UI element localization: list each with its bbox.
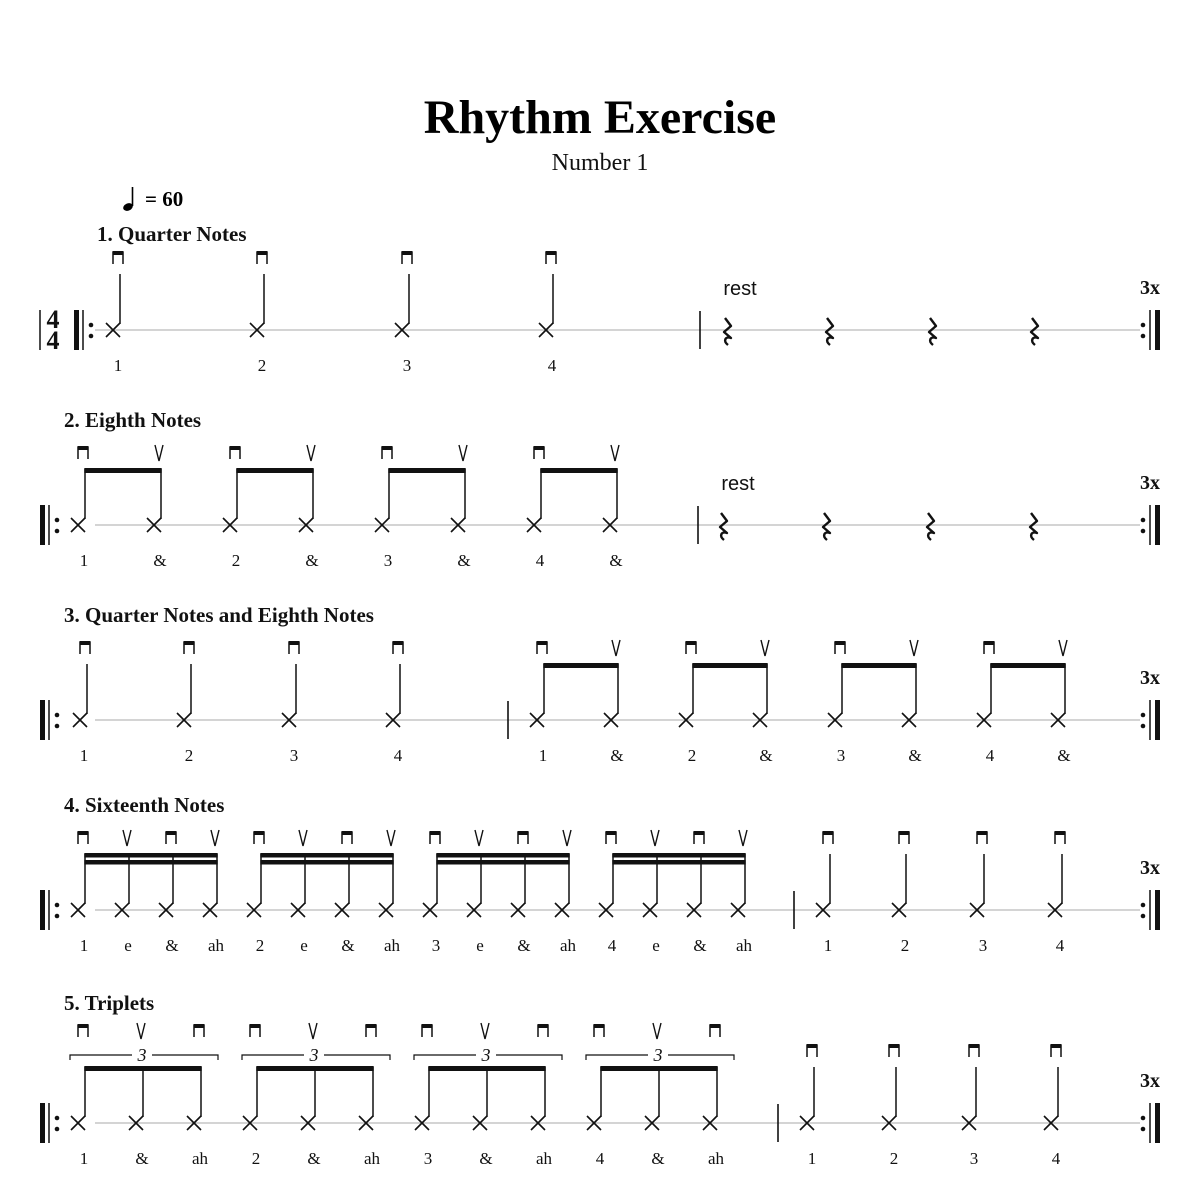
count-label: & [651,1149,665,1168]
down-bow-bar [1055,831,1065,835]
repeat-dot [1141,518,1146,523]
count-label: 3 [402,356,412,375]
repeat-dot [1141,1116,1146,1121]
down-bow-bar [977,831,987,835]
repeat-dot [1141,914,1146,919]
count-label: 2 [687,746,697,765]
section-heading: 4. Sixteenth Notes [64,793,225,817]
count-label: 2 [889,1149,899,1168]
count-label: & [165,936,179,955]
up-bow-icon [307,445,315,461]
up-bow-icon [459,445,467,461]
count-label: 3 [423,1149,433,1168]
repeat-count: 3x [1140,1070,1160,1092]
down-bow-bar [606,831,616,835]
count-label: ah [191,1149,209,1168]
repeat-count: 3x [1140,277,1160,299]
down-bow-bar [393,641,403,645]
beam [236,468,313,473]
repeat-dot [55,724,60,729]
x-notehead [71,518,85,532]
beam [256,1066,373,1071]
quarter-rest-icon [823,513,830,540]
count-label: 2 [251,1149,261,1168]
down-bow-bar [537,641,547,645]
system-5 [40,991,1160,1168]
up-bow-icon [910,640,918,656]
down-bow-bar [230,446,240,450]
up-bow-icon [475,830,483,846]
system-1 [40,222,1160,375]
beam [612,853,745,858]
count-label: 1 [538,746,548,765]
repeat-dot [1141,724,1146,729]
up-bow-icon [563,830,571,846]
measure-1 [71,445,623,570]
count-label: & [341,936,355,955]
measure-1 [70,1023,734,1168]
beam [600,1066,717,1071]
count-label: & [759,746,773,765]
up-bow-icon [299,830,307,846]
up-bow-icon [611,445,619,461]
count-label: & [479,1149,493,1168]
repeat-end-thick [1155,310,1160,350]
down-bow-bar [184,641,194,645]
count-label: 4 [595,1149,605,1168]
repeat-start-thick [40,505,45,545]
time-signature-bottom: 4 [46,326,60,355]
repeat-end-thick [1155,890,1160,930]
down-bow-bar [80,641,90,645]
quarter-rest-icon [826,318,833,345]
section-heading: 1. Quarter Notes [97,222,247,246]
quarter-rest-icon [1030,513,1037,540]
up-bow-icon [155,445,163,461]
beam [84,853,217,858]
section-heading: 2. Eighth Notes [64,408,202,432]
repeat-dot [1141,529,1146,534]
beam [540,468,617,473]
quarter-rest-icon [927,513,934,540]
beam [436,860,569,865]
repeat-dot [55,529,60,534]
count-label: 1 [113,356,123,375]
down-bow-bar [546,251,556,255]
tempo-value: = 60 [145,187,184,211]
up-bow-icon [651,830,659,846]
repeat-dot [1141,1127,1146,1132]
down-bow-bar [594,1024,604,1028]
count-label: 3 [431,936,441,955]
down-bow-bar [710,1024,720,1028]
quarter-rest-icon [1031,318,1038,345]
count-label: 4 [1051,1149,1061,1168]
repeat-dot [89,323,94,328]
repeat-end-thick [1155,1103,1160,1143]
beam [388,468,465,473]
count-label: 2 [184,746,194,765]
tuplet-number: 3 [137,1045,147,1065]
count-label: 3 [289,746,299,765]
tuplet-number: 3 [653,1045,663,1065]
down-bow-bar [289,641,299,645]
down-bow-bar [166,831,176,835]
quarter-rest-icon [724,318,731,345]
measure-2 [816,831,1065,955]
repeat-dot [55,518,60,523]
count-label: & [1057,746,1071,765]
down-bow-bar [113,251,123,255]
down-bow-bar [402,251,412,255]
measure-2 [530,640,1071,765]
down-bow-bar [366,1024,376,1028]
count-label: 1 [79,551,89,570]
measure-1 [71,830,753,955]
count-label: 4 [607,936,617,955]
down-bow-bar [694,831,704,835]
page-title: Rhythm Exercise [423,91,777,144]
down-bow-bar [250,1024,260,1028]
up-bow-icon [1059,640,1067,656]
down-bow-bar [430,831,440,835]
count-label: e [300,936,308,955]
count-label: & [693,936,707,955]
down-bow-bar [78,1024,88,1028]
beam [990,663,1065,668]
count-label: ah [363,1149,381,1168]
down-bow-bar [194,1024,204,1028]
system-4 [40,793,1160,955]
count-label: 3 [836,746,846,765]
count-label: e [124,936,132,955]
count-label: & [609,551,623,570]
beam [436,853,569,858]
up-bow-icon [612,640,620,656]
count-label: 2 [231,551,241,570]
repeat-dot [55,713,60,718]
count-label: ah [707,1149,725,1168]
count-label: ah [735,936,753,955]
count-label: ah [535,1149,553,1168]
measure-2 [800,1044,1061,1168]
quarter-rest-icon [929,318,936,345]
count-label: 1 [79,1149,89,1168]
repeat-dot [55,903,60,908]
count-label: 3 [978,936,988,955]
down-bow-bar [823,831,833,835]
up-bow-icon [761,640,769,656]
beam [692,663,767,668]
count-label: 2 [900,936,910,955]
tuplet-number: 3 [309,1045,319,1065]
repeat-count: 3x [1140,857,1160,879]
repeat-start-thick [40,1103,45,1143]
system-3 [40,603,1160,765]
repeat-dot [55,1127,60,1132]
count-label: & [517,936,531,955]
down-bow-bar [257,251,267,255]
rest-label: rest [723,278,757,300]
up-bow-icon [211,830,219,846]
count-label: 4 [547,356,557,375]
section-heading: 5. Triplets [64,991,155,1015]
up-bow-icon [481,1023,489,1039]
measure-2 [720,473,1037,540]
down-bow-bar [78,831,88,835]
count-label: 2 [257,356,267,375]
down-bow-bar [969,1044,979,1048]
count-label: & [457,551,471,570]
system-2 [40,408,1160,570]
repeat-count: 3x [1140,472,1160,494]
count-label: & [153,551,167,570]
measure-1 [73,641,403,765]
down-bow-bar [1051,1044,1061,1048]
down-bow-bar [78,446,88,450]
count-label: 4 [535,551,545,570]
down-bow-bar [342,831,352,835]
repeat-dot [1141,323,1146,328]
beam [428,1066,545,1071]
count-label: 2 [255,936,265,955]
count-label: 3 [383,551,393,570]
beam [260,853,393,858]
repeat-end-thick [1155,700,1160,740]
down-bow-bar [382,446,392,450]
tempo-marking [122,187,183,212]
down-bow-bar [254,831,264,835]
count-label: & [307,1149,321,1168]
repeat-end-thick [1155,505,1160,545]
count-label: & [610,746,624,765]
down-bow-bar [889,1044,899,1048]
count-label: & [908,746,922,765]
beam [841,663,916,668]
section-heading: 3. Quarter Notes and Eighth Notes [64,603,374,627]
beam [84,468,161,473]
time-signature-top: 4 [46,305,60,334]
count-label: & [135,1149,149,1168]
repeat-start-thick [40,700,45,740]
up-bow-icon [137,1023,145,1039]
repeat-dot [1141,903,1146,908]
beam [612,860,745,865]
down-bow-bar [538,1024,548,1028]
rest-label: rest [721,473,755,495]
up-bow-icon [309,1023,317,1039]
down-bow-bar [534,446,544,450]
count-label: 1 [79,746,89,765]
beam [260,860,393,865]
x-notehead [71,1116,85,1130]
page-subtitle: Number 1 [551,150,649,176]
repeat-start-thick [40,890,45,930]
count-label: 4 [393,746,403,765]
beam [84,860,217,865]
count-label: ah [559,936,577,955]
down-bow-bar [518,831,528,835]
count-label: & [305,551,319,570]
count-label: ah [383,936,401,955]
up-bow-icon [653,1023,661,1039]
count-label: 1 [823,936,833,955]
up-bow-icon [123,830,131,846]
down-bow-bar [807,1044,817,1048]
repeat-dot [1141,713,1146,718]
repeat-dot [55,1116,60,1121]
count-label: 1 [79,936,89,955]
up-bow-icon [387,830,395,846]
repeat-dot [89,334,94,339]
systems [40,222,1160,1168]
count-label: 4 [985,746,995,765]
count-label: 1 [807,1149,817,1168]
beam [84,1066,201,1071]
down-bow-bar [899,831,909,835]
down-bow-bar [835,641,845,645]
repeat-dot [1141,334,1146,339]
down-bow-bar [984,641,994,645]
repeat-dot [55,914,60,919]
measure-2 [723,278,1038,345]
count-label: 3 [969,1149,979,1168]
x-notehead [71,903,85,917]
x-notehead [73,713,87,727]
repeat-start-thick [74,310,79,350]
up-bow-icon [739,830,747,846]
count-label: 4 [1055,936,1065,955]
repeat-count: 3x [1140,667,1160,689]
count-label: e [652,936,660,955]
count-label: ah [207,936,225,955]
beam [543,663,618,668]
tuplet-number: 3 [481,1045,491,1065]
down-bow-bar [686,641,696,645]
measure-1 [106,251,557,375]
count-label: e [476,936,484,955]
quarter-rest-icon [720,513,727,540]
down-bow-bar [422,1024,432,1028]
